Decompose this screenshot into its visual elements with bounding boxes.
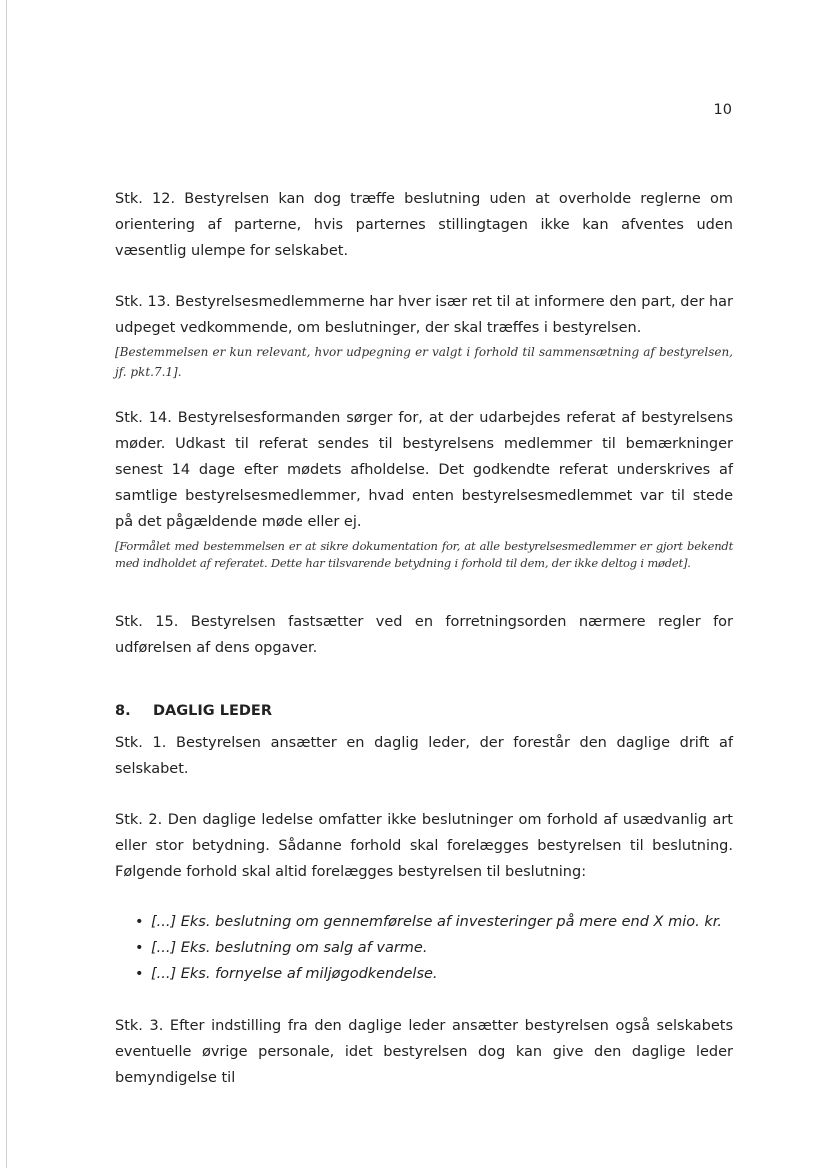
paragraph-section-stk-1: Stk. 1. Bestyrelsen ansætter en daglig leder, der forestår den daglige drift af selskabet. (115, 735, 733, 777)
section-title: DAGLIG LEDER (153, 703, 272, 719)
paragraph-stk-12: Stk. 12. Bestyrelsen kan dog træffe beslutning uden at overholde reglerne om orientering af parterne, hvis parternes stillingtagen ikke kan afventes uden væsentlig ulempe for selskabet. (115, 191, 733, 259)
paragraph-stk-13: Stk. 13. Bestyrelsesmedlemmerne har hver især ret til at informere den part, der har udpeget vedkommende, om beslutninger, der skal træffes i bestyrelsen. (115, 294, 733, 336)
paragraph-section-stk-3: Stk. 3. Efter indstilling fra den daglige leder ansætter bestyrelsen også selskabets eventuelle øvrige personale, idet bestyrelsen dog kan give den daglige leder bemyndigelse til (115, 1018, 733, 1086)
bullet-list (115, 909, 733, 987)
bullet-text: [...] Eks. fornyelse af miljøgodkendelse. (151, 966, 438, 982)
bullet-dot: • (135, 914, 144, 930)
section-number: 8. (115, 703, 131, 719)
note-stk-14: [Formålet med bestemmelsen er at sikre dokumentation for, at alle bestyrelsesmedlemmer er gjort bekendt med indholdet af referatet. Dette har tilsvarende betydning i forhold til dem, der ikke deltog i mødet]. (115, 539, 733, 570)
section-heading (115, 698, 733, 724)
page-edge-line (6, 0, 7, 1168)
document-body (115, 186, 733, 1091)
paragraph-stk-14: Stk. 14. Bestyrelsesformanden sørger for, at der udarbejdes referat af bestyrelsens møder. Udkast til referat sendes til bestyrelsens medlemmer til bemærkninger senest 14 dage efter mødets afholdelse. Det godkendte referat underskrives af samtlige bestyrelsesmedlemmer, hvad enten bestyrelsesmedlemmet var til stede på det pågældende møde eller ej. (115, 410, 733, 530)
note-stk-13: [Bestemmelsen er kun relevant, hvor udpegning er valgt i forhold til sammensætning af bestyrelsen, jf. pkt.7.1]. (115, 345, 733, 379)
paragraph-stk-15: Stk. 15. Bestyrelsen fastsætter ved en forretningsorden nærmere regler for udførelsen af dens opgaver. (115, 614, 733, 656)
paragraph-section-stk-2: Stk. 2. Den daglige ledelse omfatter ikke beslutninger om forhold af usædvanlig art eller stor betydning. Sådanne forhold skal forelægges bestyrelsen til beslutning. Følgende forhold skal altid forelægges bestyrelsen til beslutning: (115, 812, 733, 880)
bullet-text: [...] Eks. beslutning om gennemførelse af investeringer på mere end X mio. kr. (151, 914, 722, 930)
page-number: 10 (713, 102, 732, 118)
list-item (115, 935, 733, 961)
bullet-dot: • (135, 966, 144, 982)
list-item (115, 909, 733, 935)
bullet-dot: • (135, 940, 144, 956)
bullet-text: [...] Eks. beslutning om salg af varme. (151, 940, 428, 956)
list-item (115, 961, 733, 987)
